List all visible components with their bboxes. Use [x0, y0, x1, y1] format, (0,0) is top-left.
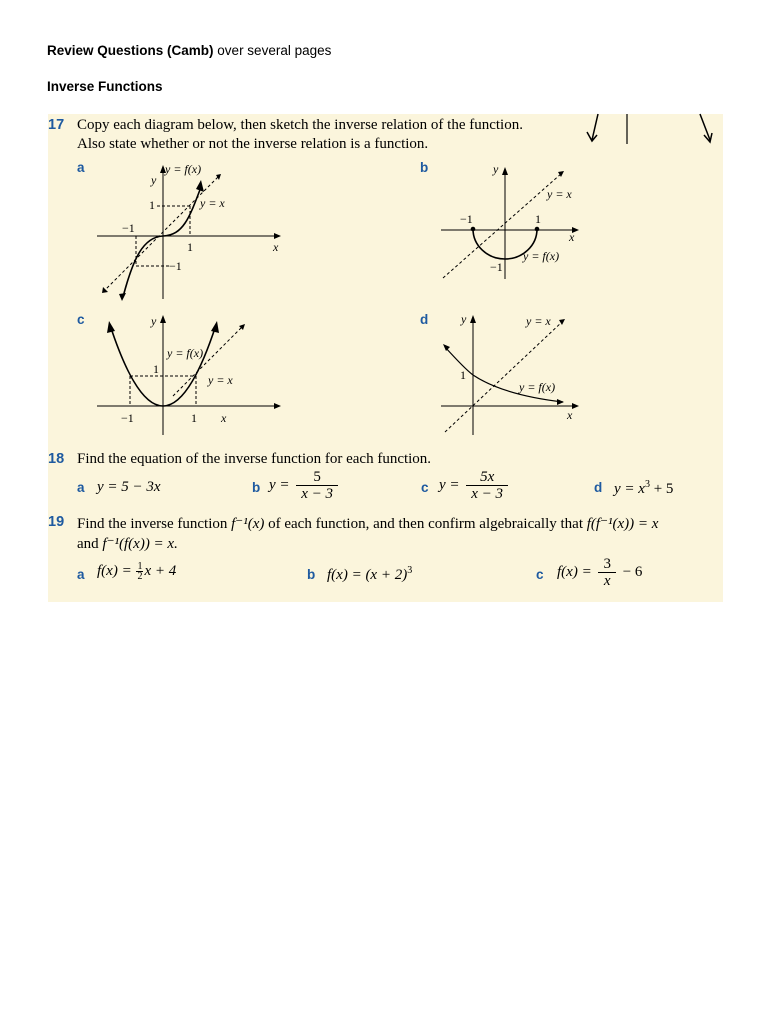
part-a-label: a — [77, 160, 85, 175]
q18-c-numerator: 5x — [466, 469, 508, 486]
arrow-mark-2 — [700, 114, 712, 142]
q18-part-a-expr: y = 5 − 3x — [97, 479, 161, 495]
q18-b-numerator: 5 — [296, 469, 338, 486]
graph-d — [433, 309, 593, 439]
graph-b-fx-label: y = f(x) — [523, 249, 560, 263]
graph-c-tick-neg1x: −1 — [121, 411, 134, 425]
graph-c-y-label: y — [151, 314, 157, 328]
q19-a-numerator: 1 — [137, 561, 143, 572]
graph-c-fx-label: y = f(x) — [167, 346, 204, 360]
graph-d-yx-label: y = x — [526, 314, 551, 328]
graph-c — [93, 309, 293, 439]
question-19-line2: and f⁻¹(f(x)) = x. — [77, 536, 178, 552]
q19-part-a-expr: f(x) = $\frac{1}{2}$ x + 4 — [97, 561, 177, 582]
graph-c-y-arrow — [160, 315, 166, 323]
graph-a-tick-neg1y: −1 — [169, 259, 182, 273]
question-19-line1: Find the inverse function f⁻¹(x) of each function, and then confirm algebraically that f(f⁻¹(x)) = x — [77, 516, 659, 532]
graph-a-fx-label: y = f(x) — [165, 162, 202, 176]
cursor-marks — [578, 114, 718, 148]
graph-c-curve-arrow-left — [107, 321, 115, 333]
graph-b-tick-1x: 1 — [535, 212, 541, 226]
graph-a-curve-arrow-top — [196, 180, 204, 192]
q19-a-denominator: 2 — [137, 571, 143, 582]
graph-a-tick-1x: 1 — [187, 240, 193, 254]
page-header — [47, 43, 331, 58]
graph-d-curve-arrow-right — [557, 399, 564, 405]
graph-a-y-label: y — [151, 173, 157, 187]
graph-b-tick-neg1y: −1 — [490, 260, 503, 274]
q18-part-c-label: c — [421, 480, 429, 495]
q18-part-a-label: a — [77, 480, 85, 495]
graph-a-identity-line — [103, 175, 220, 292]
q18-part-b-expr: y = $\frac{5}{x - 3}$ — [269, 469, 341, 502]
graph-d-y-label: y — [461, 312, 467, 326]
q18-part-d-label: d — [594, 480, 603, 495]
q19-c-denominator: x — [603, 573, 611, 589]
q19-part-b-expr: $f(x) = (x + 2)^3$ — [327, 565, 413, 583]
q19-part-a-label: a — [77, 567, 85, 582]
graph-d-identity-arrow — [559, 319, 565, 325]
graph-b-y-arrow — [502, 167, 508, 175]
header-title-rest: over several pages — [213, 43, 332, 58]
graph-d-y-arrow — [470, 315, 476, 323]
graph-d-x-label: x — [567, 408, 573, 422]
graph-b-yx-label: y = x — [547, 187, 572, 201]
graph-d-fx-label: y = f(x) — [519, 380, 556, 394]
graph-d-x-arrow — [572, 403, 579, 409]
question-17-number: 17 — [48, 117, 65, 133]
graph-b-endpoint-right — [535, 227, 540, 232]
graph-c-curve-arrow-right — [211, 321, 219, 333]
part-d-label: d — [420, 312, 429, 327]
graph-c-yx-label: y = x — [208, 373, 233, 387]
question-panel — [48, 114, 723, 602]
question-18-number: 18 — [48, 451, 65, 467]
graph-b-y-label: y — [493, 162, 499, 176]
q18-part-c-expr: y = $\frac{5x}{x - 3}$ — [439, 469, 511, 502]
section-title: Inverse Functions — [47, 79, 163, 94]
header-title-bold: Review Questions (Camb) — [47, 43, 214, 58]
question-19-number: 19 — [48, 514, 65, 530]
graph-a-x-label: x — [273, 240, 279, 254]
part-b-label: b — [420, 160, 429, 175]
graph-b — [433, 159, 593, 284]
graph-d-curve-arrow-left — [443, 344, 450, 351]
graph-a-tick-1y: 1 — [149, 198, 155, 212]
graph-c-tick-1y: 1 — [153, 362, 159, 376]
q18-b-denominator: x − 3 — [301, 486, 334, 502]
q19-part-c-expr: f(x) = $\frac{3}{x}$ − 6 — [557, 556, 643, 589]
graph-b-x-label: x — [569, 230, 575, 244]
question-18-text: Find the equation of the inverse function for each function. — [77, 451, 432, 467]
graph-d-tick-1y: 1 — [460, 368, 466, 382]
graph-b-tick-neg1x: −1 — [460, 212, 473, 226]
graph-b-endpoint-left — [471, 227, 476, 232]
graph-a-yx-label: y = x — [200, 196, 225, 210]
question-17-line2: Also state whether or not the inverse relation is a function. — [77, 136, 429, 152]
q18-part-d-expr: $y = x^3 + 5$ — [614, 479, 674, 497]
q18-c-denominator: x − 3 — [471, 486, 504, 502]
graph-c-x-label: x — [221, 411, 227, 425]
q19-part-c-label: c — [536, 567, 544, 582]
graph-c-tick-1x: 1 — [191, 411, 197, 425]
q18-part-b-label: b — [252, 480, 261, 495]
graph-a-identity-arrow-end — [216, 174, 221, 180]
arrow-mark-1 — [587, 114, 598, 141]
graph-a-tick-neg1x: −1 — [122, 221, 135, 235]
part-c-label: c — [77, 312, 85, 327]
q19-part-b-label: b — [307, 567, 316, 582]
graph-a-x-arrow — [274, 233, 281, 239]
question-17-line1: Copy each diagram below, then sketch the inverse relation of the function. — [77, 117, 523, 133]
graph-c-x-arrow — [274, 403, 281, 409]
graph-a-curve-arrow-bottom — [119, 293, 126, 301]
graph-a — [93, 159, 293, 304]
q19-c-numerator: 3 — [598, 556, 616, 573]
